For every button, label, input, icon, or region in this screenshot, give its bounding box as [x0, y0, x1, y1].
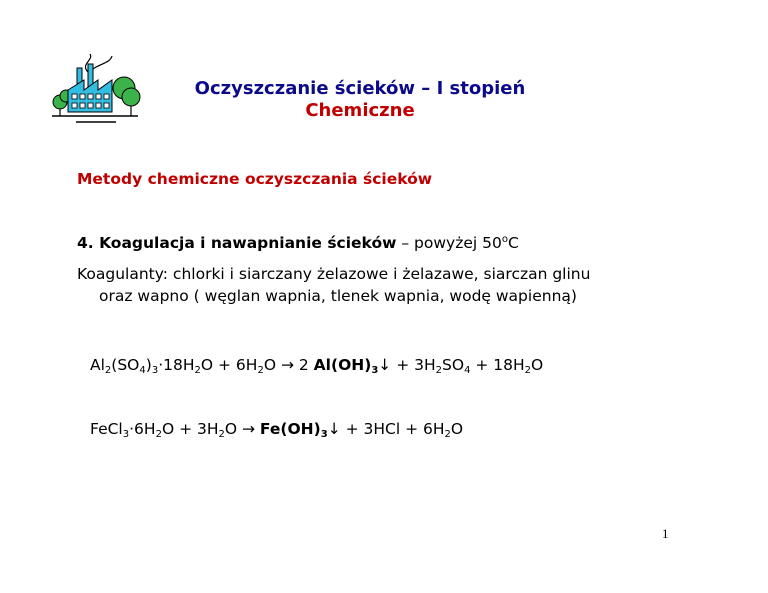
coagulants-paragraph — [77, 263, 697, 307]
title-line-2: Chemiczne — [305, 100, 415, 121]
point-label: 4. Koagulacja i nawapnianie ścieków — [77, 234, 397, 252]
equation-aluminium: $Al_2(SO_4)_3\cdot 18H_2O + 6H_2O \to 2$ $Al(OH)_3↓ + 3H_2SO_4 + 18H_2O$ — [90, 356, 544, 376]
point-suffix: – powyżej 50 — [396, 234, 502, 252]
point-unit: C — [507, 234, 519, 252]
page-title — [120, 78, 600, 122]
coagulants-line-2: oraz wapno ( węglan wapnia, tlenek wapnia, wodę wapienną) — [99, 287, 577, 305]
product-iron-hydroxide: $Fe(OH)_3$ — [259, 420, 328, 440]
degree-superscript: o — [501, 234, 508, 245]
page-number: 1 — [662, 526, 669, 541]
coagulants-line-1: Koagulanty: chlorki i siarczany żelazowe i żelazawe, siarczan glinu — [77, 265, 591, 283]
title-line-1: Oczyszczanie ścieków – I stopień — [194, 78, 526, 99]
section-heading: Metody chemiczne oczyszczania ścieków — [77, 170, 433, 188]
equation-iron: $FeCl_3\cdot 6H_2O + 3H_2O$ → $Fe(OH)_3↓ + 3HCl + 6H_2O$ — [90, 420, 464, 440]
product-aluminium-hydroxide: $Al(OH)_3$ — [313, 356, 379, 376]
point-4 — [77, 234, 519, 252]
precipitate-arrow-icon: ↓ — [378, 356, 392, 374]
precipitate-arrow-icon: ↓ — [327, 420, 341, 438]
